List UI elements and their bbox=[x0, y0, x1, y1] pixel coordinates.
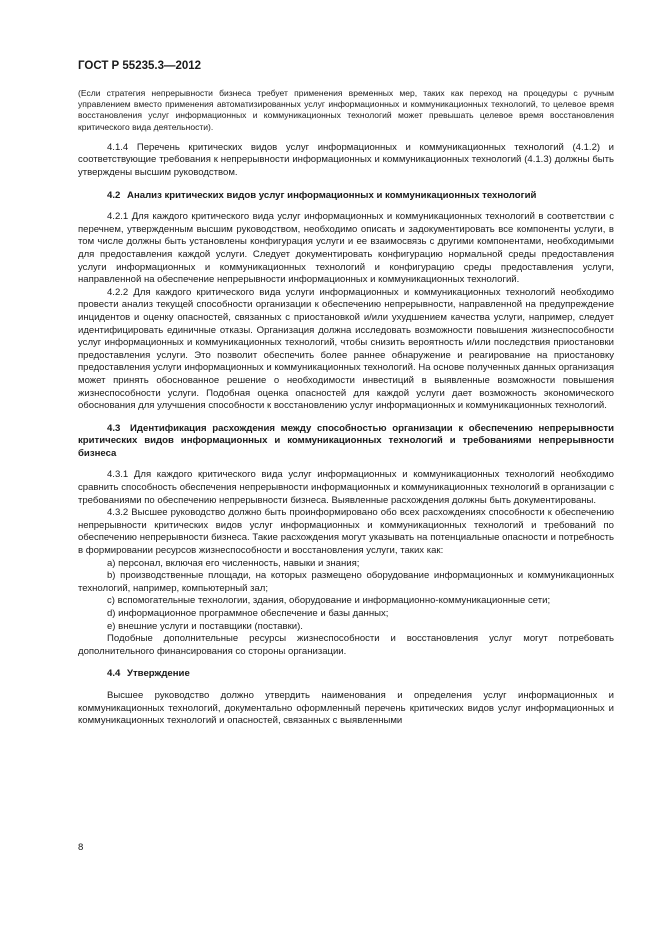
paragraph-4-3-1: 4.3.1 Для каждого критического вида услуг информационных и коммуникационных технологий необходимо сравнить способность обеспечения непрерывности информационных и коммуникационных технологий в организации с требованиями по обеспечению непрерывности бизнеса. Выявленные расхождения должны быть документированы. bbox=[78, 469, 614, 506]
list-item-b: b) производственные площади, на которых размещено оборудование информационных и коммуникационных технологий, например, компьютерный зал; bbox=[78, 570, 614, 594]
page-header: ГОСТ Р 55235.3—2012 bbox=[78, 60, 202, 72]
section-number: 4.3 bbox=[107, 422, 121, 434]
section-title: Анализ критических видов услуг информационных и коммуникационных технологий bbox=[127, 189, 537, 201]
section-title: Идентификация расхождения между способностью организации к обеспечению непрерывности критических видов информационных и коммуникационных технологий и требованиями непрерывности бизнеса bbox=[78, 422, 614, 459]
note-paragraph: (Если стратегия непрерывности бизнеса требует применения временных мер, таких как переход на процедуры с ручным управлением вместо применения автоматизированных услуг информационных и коммуникационных технологий, то целевое время восстановления услуг информационных и коммуникационных технологий может превышать целевое время восстановления критического вида деятельности). bbox=[78, 88, 614, 132]
paragraph-4-2-2: 4.2.2 Для каждого критического вида услуги информационных и коммуникационных технологий необходимо провести анализ текущей способности организации к обеспечению непрерывности, направленной на предупреждение инцидентов и оценку опасностей, связанных с приостановкой и/или ухудшением качества услуги, например, следует идентифицировать единичные отказы. Организация должна исследовать возможности повышения жизнеспособности услуг информационных и коммуникационных технологий, чтобы снизить вероятность и/или последствия приостановки предоставления услуги. Это позволит обеспечить более раннее обнаружение и реагирование на приостановку предоставления услуги информационных и коммуникационных технологий. На основе полученных данных организация может принять обоснованное решение о необходимости инвестиций в выявленные возможности повышения жизнеспособности услуги. Подобная оценка опасностей для каждой услуги дает возможность экономического обоснования для улучшения способности к восстановлению услуг информационных и коммуникационных технологий. bbox=[78, 286, 614, 412]
section-heading-4-2 bbox=[78, 190, 614, 203]
page-number: 8 bbox=[78, 842, 84, 853]
document-page bbox=[78, 60, 614, 728]
list-item-c: c) вспомогательные технологии, здания, оборудование и информационно-коммуникационные сети; bbox=[107, 595, 551, 607]
list-item-d: d) информационное программное обеспечение и базы данных; bbox=[107, 608, 389, 619]
section-title: Утверждение bbox=[127, 668, 190, 680]
paragraph-4-4: Высшее руководство должно утвердить наименования и определения услуг информационных и коммуникационных технологий, документально оформленный перечень критических видов услуг информационных и коммуникационных технологий и опасностей, связанных с выявленными bbox=[78, 689, 614, 727]
paragraph-4-1-4: 4.1.4 Перечень критических видов услуг информационных и коммуникационных технологий (4.1.2) и соответствующие требования к непрерывности информационных и коммуникационных технологий (4.1.3) должны быть утверждены высшим руководством. bbox=[78, 141, 614, 178]
section-number: 4.4 bbox=[107, 668, 121, 680]
paragraph-4-3-2: 4.3.2 Высшее руководство должно быть проинформировано обо всех расхождениях способности к обеспечению непрерывности критических видов услуг информационных и коммуникационных технологий и требований по обеспечению непрерывности бизнеса. Такие расхождения могут указывать на потенциальные опасности и потребность в формировании ресурсов жизнеспособности и восстановления услуги, таких как: bbox=[78, 507, 614, 557]
section-number: 4.2 bbox=[107, 189, 121, 201]
paragraph-4-2-1: 4.2.1 Для каждого критического вида услуг информационных и коммуникационных технологий в соответствии с перечнем, утвержденным высшим руководством, необходимо описать и задокументировать все компоненты услуги, в том числе должны быть установлены конфигурация услуги и ее взаимосвязь с другими компонентами, необходимыми для предоставления каждой услуги. Следует документировать конфигурацию нормальной среды предоставления услуги информационных и коммуникационных технологий и конфигурацию среды предоставления услуги, направленной на обеспечение непрерывности информационных и коммуникационных технологий. bbox=[78, 211, 614, 286]
list-item-a: a) персонал, включая его численность, навыки и знания; bbox=[107, 557, 360, 569]
section-heading-4-4 bbox=[78, 668, 614, 681]
section-heading-4-3 bbox=[78, 423, 614, 461]
list-item-e: e) внешние услуги и поставщики (поставки). bbox=[107, 620, 303, 632]
paragraph-additional-resources: Подобные дополнительные ресурсы жизнеспособности и восстановления услуг могут потребовать дополнительного финансирования со стороны организации. bbox=[78, 633, 614, 657]
